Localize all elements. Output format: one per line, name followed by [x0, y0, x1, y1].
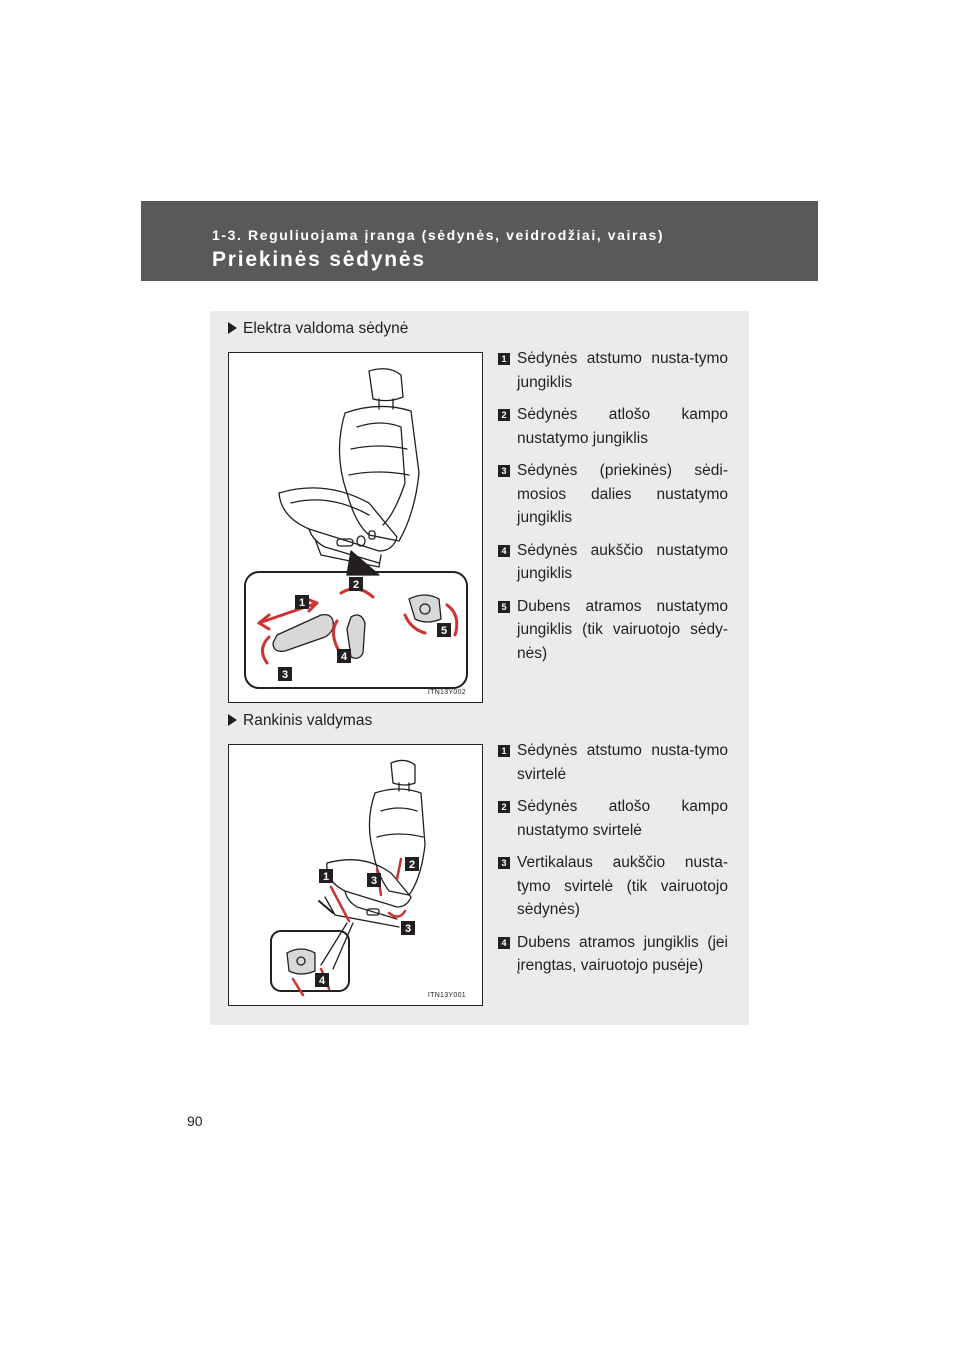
- headrest-shape: [369, 369, 403, 401]
- list-item: 4 Sėdynės aukščio nustatymo jungiklis: [498, 539, 728, 586]
- power-seat-figure: [228, 352, 483, 703]
- callout-1: 1: [322, 871, 330, 883]
- list-item: 4 Dubens atramos jungiklis (jei įrengtas, vairuotojo pusėje): [498, 931, 728, 978]
- cushion-shape: [279, 488, 397, 551]
- section-label-text: Rankinis valdymas: [243, 712, 373, 729]
- power-seat-illustration: [229, 353, 482, 702]
- page-number: 90: [187, 1113, 203, 1129]
- section-label-manual-seat: [228, 712, 372, 730]
- triangle-bullet-icon: [228, 714, 237, 726]
- backrest-shape: [339, 406, 419, 541]
- manual-seat-figure: [228, 744, 483, 1006]
- list-item: 1 Sėdynės atstumo nusta-tymo jungiklis: [498, 347, 728, 394]
- callout-4: 4: [318, 975, 326, 987]
- callout-1: 1: [298, 597, 306, 609]
- callout-3: 3: [370, 875, 378, 887]
- manual-seat-item-list: [498, 739, 728, 987]
- figure-code: ITN13Y002: [427, 689, 466, 696]
- callout-2: 2: [352, 579, 360, 591]
- seat-base: [315, 539, 381, 567]
- triangle-bullet-icon: [228, 322, 237, 334]
- list-item: 2 Sėdynės atlošo kampo nustatymo jungiklis: [498, 403, 728, 450]
- callout-badges: [315, 857, 419, 987]
- callout-4: 4: [340, 651, 348, 663]
- page-title: Priekinės sėdynės: [212, 248, 426, 271]
- callout-3b: 3: [404, 923, 412, 935]
- callout-2: 2: [408, 859, 416, 871]
- section-header: [141, 201, 818, 281]
- figure-code: ITN13Y001: [427, 992, 466, 999]
- breadcrumb: 1-3. Reguliuojama įranga (sėdynės, veidrodžiai, vairas): [212, 227, 665, 243]
- list-item: 1 Sėdynės atstumo nusta-tymo svirtelė: [498, 739, 728, 786]
- power-seat-item-list: [498, 347, 728, 674]
- list-item: 3 Vertikalaus aukščio nusta-tymo svirtelė (tik vairuotojo sėdynės): [498, 851, 728, 922]
- list-item: 2 Sėdynės atlošo kampo nustatymo svirtelė: [498, 795, 728, 842]
- callout-5: 5: [440, 625, 448, 637]
- list-item: 3 Sėdynės (priekinės) sėdi-mosios dalies nustatymo jungiklis: [498, 459, 728, 530]
- callout-3: 3: [281, 669, 289, 681]
- section-label-power-seat: [228, 320, 408, 338]
- list-item: 5 Dubens atramos nustatymo jungiklis (tik vairuotojo sėdy-nės): [498, 595, 728, 666]
- manual-seat-illustration: [229, 745, 482, 1005]
- section-label-text: Elektra valdoma sėdynė: [243, 320, 409, 337]
